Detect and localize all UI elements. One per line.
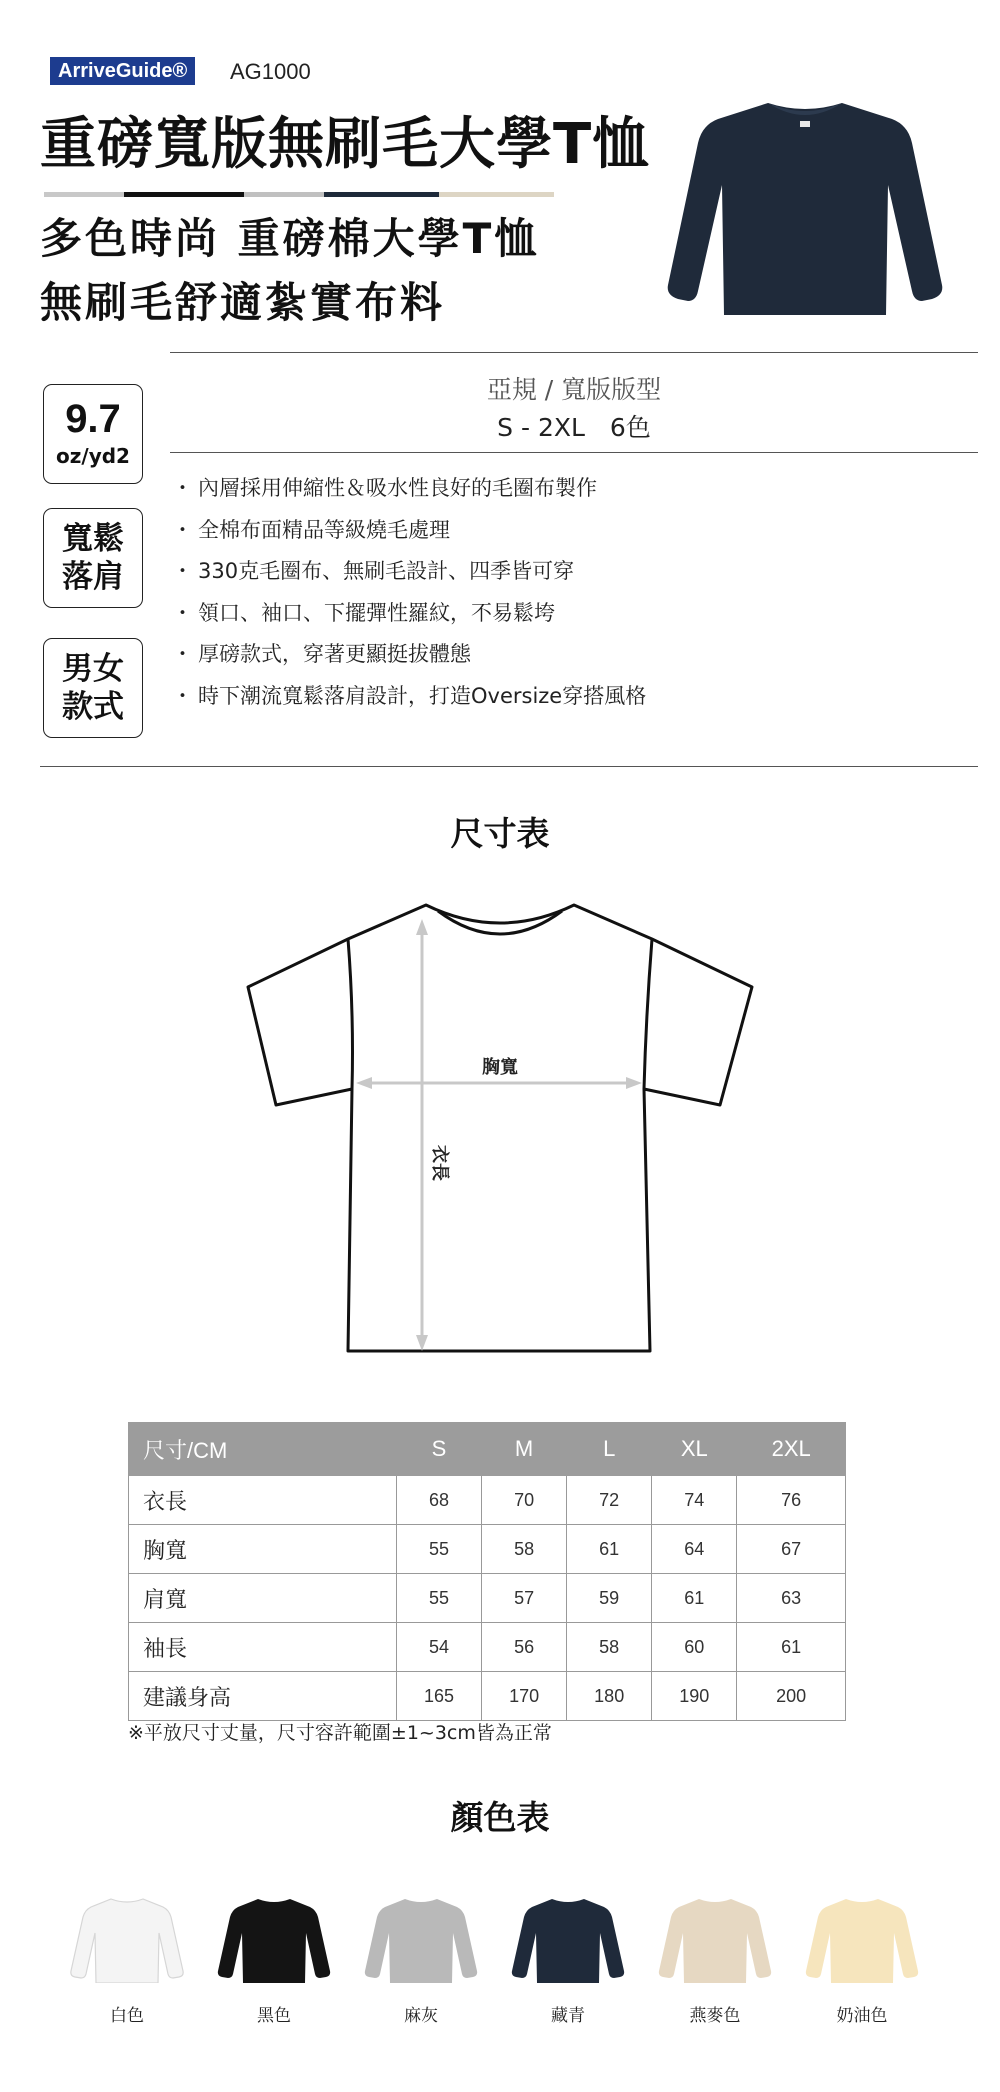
table-cell: 59 — [567, 1574, 652, 1623]
color-swatch — [62, 1895, 192, 2026]
color-name: 燕麥色 — [689, 2006, 741, 2026]
table-cell: 180 — [567, 1672, 652, 1721]
table-cell: 61 — [652, 1574, 737, 1623]
table-cell: 74 — [652, 1476, 737, 1525]
header-cell: 2XL — [737, 1423, 846, 1476]
row-label: 肩寬 — [129, 1574, 397, 1623]
feature-text: 領口、袖口、下擺彈性羅紋，不易鬆垮 — [198, 600, 555, 625]
feature-text: 全棉布面精品等級燒毛處理 — [198, 517, 450, 542]
table-cell: 63 — [737, 1574, 846, 1623]
feature-item — [172, 676, 972, 718]
feature-text: 時下潮流寬鬆落肩設計，打造Oversize穿搭風格 — [198, 683, 647, 708]
fabric-weight-badge — [43, 384, 143, 484]
sweatshirt-icon — [510, 1895, 626, 1983]
table-row — [129, 1574, 846, 1623]
table-cell: 60 — [652, 1623, 737, 1672]
accent-segment — [124, 192, 244, 197]
color-name: 奶油色 — [836, 2006, 888, 2026]
table-cell: 55 — [396, 1574, 481, 1623]
feature-list — [172, 468, 972, 717]
divider — [170, 452, 978, 453]
product-code: AG1000 — [230, 59, 311, 84]
table-cell: 200 — [737, 1672, 846, 1721]
size-table — [128, 1422, 846, 1721]
table-cell: 56 — [482, 1623, 567, 1672]
table-cell: 190 — [652, 1672, 737, 1721]
table-row — [129, 1672, 846, 1721]
table-cell: 72 — [567, 1476, 652, 1525]
size-chart-title: 尺寸表 — [450, 814, 550, 853]
subtitle-line-2: 無刷毛舒適紮實布料 — [40, 278, 446, 327]
table-cell: 58 — [567, 1623, 652, 1672]
table-cell: 68 — [396, 1476, 481, 1525]
header-cell: XL — [652, 1423, 737, 1476]
sweatshirt-icon — [657, 1895, 773, 1983]
color-swatch — [209, 1895, 339, 2026]
table-row — [129, 1525, 846, 1574]
row-label: 胸寬 — [129, 1525, 397, 1574]
divider — [170, 352, 978, 353]
feature-item — [172, 468, 972, 510]
bullet: ・ — [172, 683, 193, 708]
accent-segment — [439, 192, 554, 197]
table-cell: 76 — [737, 1476, 846, 1525]
row-label: 建議身高 — [129, 1672, 397, 1721]
table-cell: 70 — [482, 1476, 567, 1525]
weight-unit: oz/yd2 — [56, 444, 130, 468]
table-row — [129, 1476, 846, 1525]
table-cell: 54 — [396, 1623, 481, 1672]
hero-sweatshirt-image — [660, 95, 950, 315]
table-cell: 170 — [482, 1672, 567, 1721]
color-name: 黑色 — [257, 2006, 291, 2026]
table-cell: 61 — [567, 1525, 652, 1574]
color-swatch — [650, 1895, 780, 2026]
bullet: ・ — [172, 559, 193, 583]
table-cell: 55 — [396, 1525, 481, 1574]
table-header-row — [129, 1423, 846, 1476]
tshirt-measurement-diagram — [240, 895, 760, 1365]
feature-item — [172, 551, 972, 593]
table-cell: 165 — [396, 1672, 481, 1721]
feature-text: 內層採用伸縮性＆吸水性良好的毛圈布製作 — [198, 476, 597, 500]
badge-text: 款式 — [62, 689, 124, 725]
unisex-badge — [43, 638, 143, 738]
badge-text: 男女 — [62, 651, 124, 687]
chest-label: 胸寬 — [482, 1057, 518, 1078]
sweatshirt-icon — [804, 1895, 920, 1983]
measurement-note: ※平放尺寸丈量，尺寸容許範圍±1~3cm皆為正常 — [128, 1722, 552, 1744]
color-name: 藏青 — [551, 2006, 585, 2026]
table-cell: 64 — [652, 1525, 737, 1574]
header-cell: S — [396, 1423, 481, 1476]
row-label: 衣長 — [129, 1476, 397, 1525]
product-title: 重磅寬版無刷毛大學T恤 — [40, 112, 650, 177]
loose-fit-badge — [43, 508, 143, 608]
table-cell: 58 — [482, 1525, 567, 1574]
subtitle-line-1: 多色時尚 重磅棉大學T恤 — [40, 214, 540, 263]
table-cell: 57 — [482, 1574, 567, 1623]
feature-item — [172, 593, 972, 635]
header-cell: 尺寸/CM — [129, 1423, 397, 1476]
accent-segment — [324, 192, 439, 197]
bullet: ・ — [172, 642, 193, 666]
color-swatch — [797, 1895, 927, 2026]
sweatshirt-icon — [69, 1895, 185, 1983]
feature-item — [172, 634, 972, 676]
badge-text: 寬鬆 — [62, 521, 124, 557]
sweatshirt-icon — [363, 1895, 479, 1983]
feature-text: 330克毛圈布、無刷毛設計、四季皆可穿 — [198, 559, 575, 583]
color-accent-bar — [44, 192, 554, 197]
bullet: ・ — [172, 517, 193, 542]
table-cell: 61 — [737, 1623, 846, 1672]
table-cell: 67 — [737, 1525, 846, 1574]
color-swatch-list — [62, 1895, 942, 2065]
bullet: ・ — [172, 600, 193, 625]
sweatshirt-icon — [216, 1895, 332, 1983]
brand-logo: ArriveGuide® — [50, 57, 195, 85]
length-label: 衣長 — [429, 1145, 450, 1181]
color-swatch — [503, 1895, 633, 2026]
color-swatch — [356, 1895, 486, 2026]
header-cell: M — [482, 1423, 567, 1476]
feature-item — [172, 510, 972, 552]
color-name: 麻灰 — [404, 2006, 438, 2026]
row-label: 袖長 — [129, 1623, 397, 1672]
size-color-range: S - 2XL 6色 — [497, 413, 651, 442]
table-row — [129, 1623, 846, 1672]
accent-segment — [44, 192, 124, 197]
feature-text: 厚磅款式，穿著更顯挺拔體態 — [198, 642, 471, 666]
fit-type: 亞規 / 寬版版型 — [486, 375, 662, 404]
badge-text: 落肩 — [62, 559, 124, 595]
header-cell: L — [567, 1423, 652, 1476]
bullet: ・ — [172, 476, 193, 500]
weight-value: 9.7 — [65, 397, 121, 441]
divider — [40, 766, 978, 767]
color-chart-title: 顏色表 — [450, 1798, 550, 1837]
color-name: 白色 — [110, 2006, 144, 2026]
accent-segment — [244, 192, 324, 197]
